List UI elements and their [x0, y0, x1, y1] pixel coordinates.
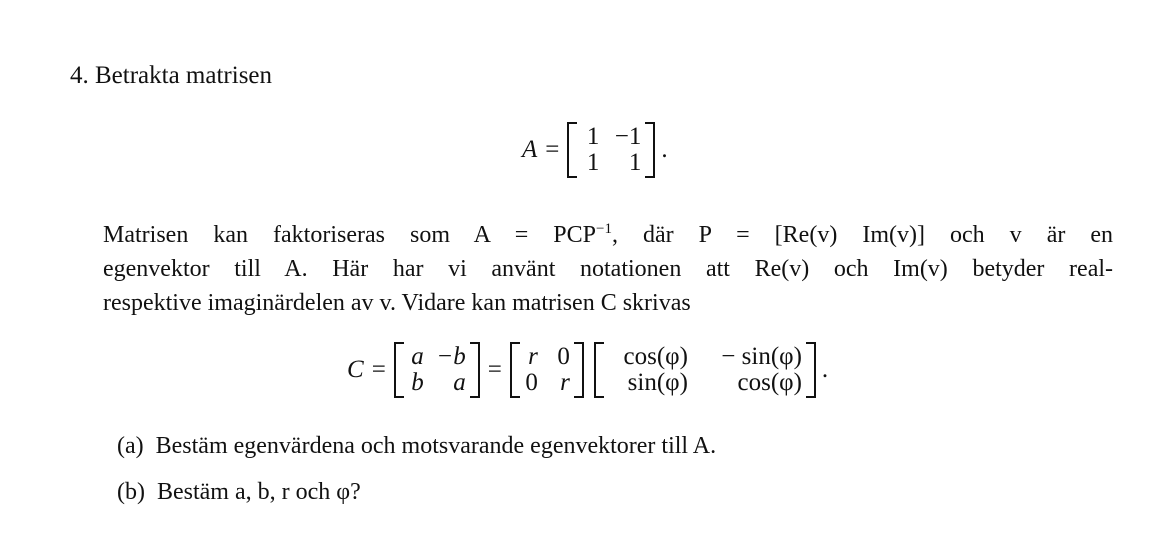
matrix-cell: cos(φ) — [737, 369, 802, 396]
matrix-cell: a — [453, 369, 466, 396]
right-bracket — [470, 342, 480, 398]
rotation-matrix-grid — [604, 342, 806, 398]
matrix-cell: r — [528, 343, 538, 370]
matrix-a-equation — [522, 116, 668, 184]
matrix-cell: r — [560, 369, 570, 396]
equals-sign: = — [545, 136, 560, 163]
inverse-exponent: −1 — [595, 221, 612, 237]
matrix-a-cell: −1 — [614, 123, 642, 150]
problem-heading — [70, 62, 272, 90]
matrix-c-equation — [347, 336, 828, 404]
paragraph-line-2: egenvektor till A. Här har vi använt notationen att Re(v) och Im(v) betyder real- — [103, 256, 1113, 282]
rotation-matrix — [594, 342, 816, 398]
matrix-cell: − sin(φ) — [721, 343, 802, 370]
matrix-a-cell: 1 — [586, 123, 600, 150]
period: . — [661, 136, 668, 163]
paragraph-line-1-text: Matrisen kan faktoriseras som A = PCP — [103, 222, 596, 248]
part-a — [117, 433, 716, 460]
matrix-c-r — [510, 342, 584, 398]
matrix-cell: −b — [436, 343, 466, 370]
matrix-a-cell: 1 — [586, 149, 600, 176]
matrix-cell: b — [411, 369, 424, 396]
paragraph-line-1 — [103, 212, 1113, 252]
equals-sign: = — [371, 356, 386, 383]
matrix-cell: sin(φ) — [627, 369, 688, 396]
matrix-a — [567, 122, 655, 178]
right-bracket — [806, 342, 816, 398]
part-a-label: (a) — [117, 433, 144, 459]
paragraph-line-3: respektive imaginärdelen av v. Vidare kan matrisen C skrivas — [103, 290, 691, 316]
left-bracket — [567, 122, 577, 178]
matrix-a-name: A — [522, 136, 538, 163]
right-bracket — [645, 122, 655, 178]
matrix-cell: 0 — [557, 343, 570, 370]
matrix-c-name: C — [347, 356, 364, 383]
problem-number: 4. — [70, 62, 89, 89]
paragraph-line-1-rest: , där P = [Re(v) Im(v)] och v är en — [611, 222, 1114, 248]
period: . — [821, 356, 829, 383]
explanation-paragraph — [103, 212, 1113, 320]
left-bracket — [394, 342, 404, 398]
matrix-a-grid — [577, 122, 645, 178]
equals-sign: = — [487, 356, 502, 383]
part-a-text: Bestäm egenvärdena och motsvarande egenvektorer till A. — [155, 433, 717, 459]
part-b-text: Bestäm a, b, r och φ? — [156, 479, 361, 505]
matrix-cell: 0 — [525, 369, 538, 396]
matrix-cell: a — [411, 343, 424, 370]
matrix-cell: cos(φ) — [623, 343, 688, 370]
left-bracket — [510, 342, 520, 398]
left-bracket — [594, 342, 604, 398]
part-b-label: (b) — [117, 479, 145, 505]
problem-intro: Betrakta matrisen — [95, 62, 273, 89]
matrix-c-ab — [394, 342, 480, 398]
right-bracket — [574, 342, 584, 398]
matrix-a-cell: 1 — [628, 149, 642, 176]
matrix-c-r-grid — [520, 342, 574, 398]
matrix-c-ab-grid — [404, 342, 470, 398]
part-b — [117, 479, 361, 506]
